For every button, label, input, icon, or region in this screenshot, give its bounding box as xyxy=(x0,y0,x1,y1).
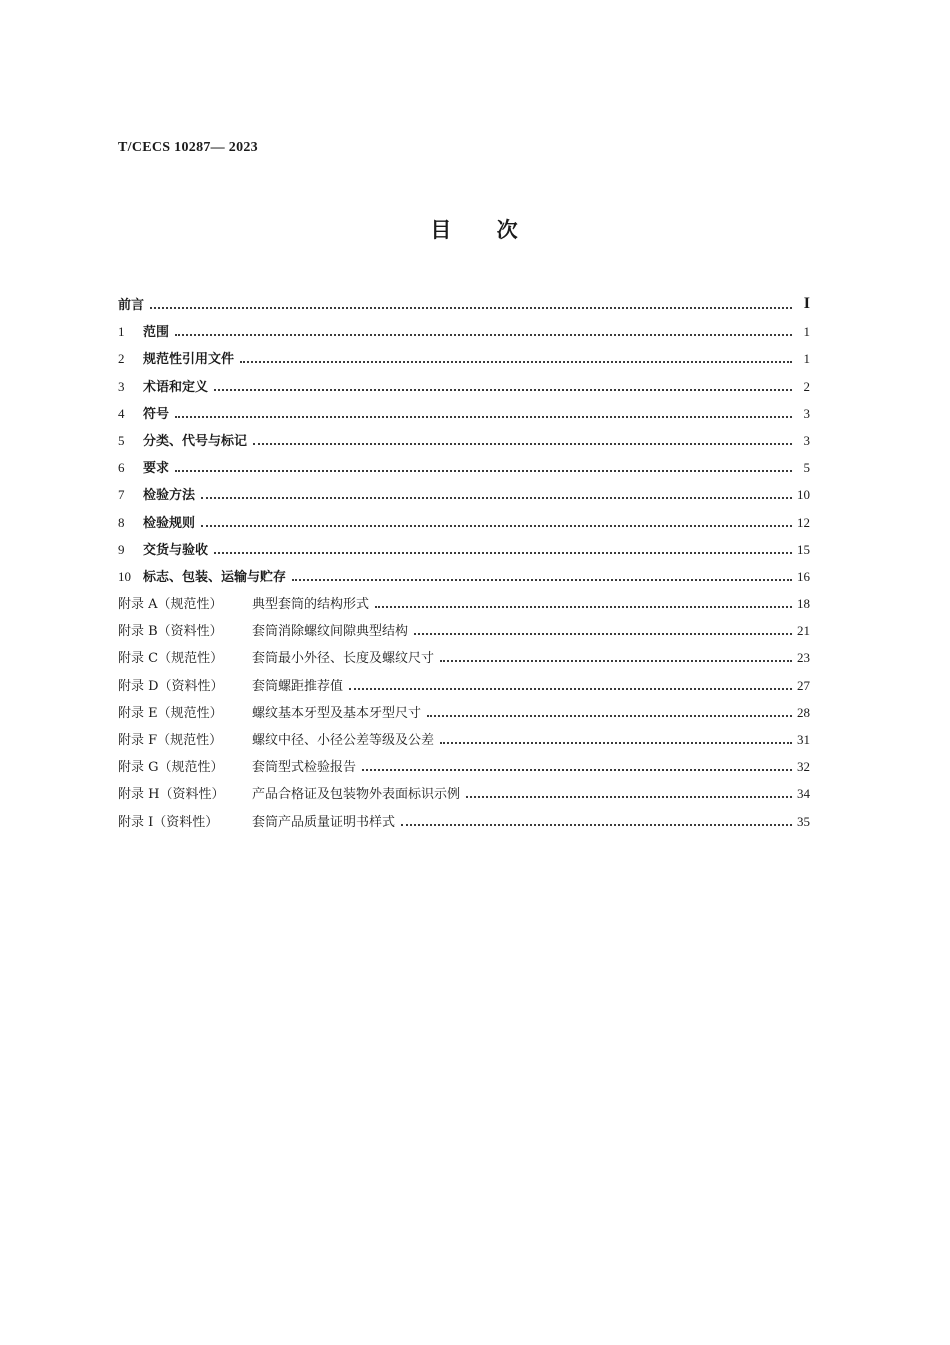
toc-entry-page: 2 xyxy=(803,378,810,394)
toc-entry-page: 23 xyxy=(797,650,810,666)
toc-appendix-entry[interactable] xyxy=(118,775,810,802)
toc-leader-dots xyxy=(440,742,792,744)
toc-entry-label: 螺纹基本牙型及基本牙型尺寸 xyxy=(252,705,422,721)
toc-leader-dots xyxy=(214,552,792,554)
toc-leader-dots xyxy=(427,715,792,717)
toc-entry-page: 1 xyxy=(803,351,810,367)
toc-entry-label: 典型套筒的结构形式 xyxy=(252,597,370,613)
toc-appendix-prefix: 附录 H（资料性） xyxy=(118,787,225,803)
toc-appendix-entry[interactable] xyxy=(118,666,810,693)
toc-entry-page: 21 xyxy=(797,623,810,639)
toc-appendix-prefix: 附录 A（规范性） xyxy=(118,597,223,613)
toc-entry-label: 规范性引用文件 xyxy=(143,352,235,368)
toc-entry-label: 套筒螺距推荐值 xyxy=(252,678,344,694)
toc-entry-page: 35 xyxy=(797,813,810,829)
toc-entry-page: 27 xyxy=(797,677,810,693)
toc-appendix-entry[interactable] xyxy=(118,802,810,829)
toc-entry-number: 5 xyxy=(118,432,125,448)
document-code: T/CECS 10287— 2023 xyxy=(118,140,258,155)
toc-entry-label: 要求 xyxy=(143,461,170,477)
toc-entry-number: 3 xyxy=(118,378,125,394)
toc-leader-dots xyxy=(240,361,792,363)
toc-entry[interactable] xyxy=(118,558,810,585)
toc-leader-dots xyxy=(201,525,792,527)
toc-entry-page: 3 xyxy=(803,432,810,448)
toc-appendix-entry[interactable] xyxy=(118,694,810,721)
toc-appendix-prefix: 附录 D（资料性） xyxy=(118,678,224,694)
toc-entry-label: 检验方法 xyxy=(143,488,196,504)
toc-entry[interactable] xyxy=(118,503,810,530)
toc-entry-number: 8 xyxy=(118,514,125,530)
toc-leader-dots xyxy=(362,769,792,771)
toc-entry-label: 标志、包装、运输与贮存 xyxy=(143,569,287,585)
toc-entry[interactable] xyxy=(118,340,810,367)
toc-entry-label: 前言 xyxy=(118,298,145,313)
toc-leader-dots xyxy=(175,470,792,472)
toc-appendix-entry[interactable] xyxy=(118,721,810,748)
toc-entry-page: 16 xyxy=(797,568,810,584)
toc-entry-label: 产品合格证及包装物外表面标识示例 xyxy=(252,787,461,803)
toc-entry[interactable] xyxy=(118,313,810,340)
toc-entry-label: 分类、代号与标记 xyxy=(143,433,248,449)
toc-entry-page: 5 xyxy=(803,460,810,476)
toc-entry-page: 31 xyxy=(797,732,810,747)
toc-leader-dots xyxy=(414,633,792,635)
toc-entry-page: 28 xyxy=(797,704,810,720)
toc-leader-dots xyxy=(440,660,792,662)
toc-appendix-prefix: 附录 C（规范性） xyxy=(118,651,224,667)
toc-entry-number: 6 xyxy=(118,460,125,476)
toc-entry-number: 4 xyxy=(118,405,125,421)
toc-entry-page: 1 xyxy=(803,324,810,340)
toc-entry-page: 18 xyxy=(797,596,810,612)
toc-appendix-entry[interactable] xyxy=(118,639,810,666)
toc-entry-page: I xyxy=(803,295,810,312)
toc-appendix-prefix: 附录 B（资料性） xyxy=(118,624,223,640)
toc-entry-label: 检验规则 xyxy=(143,515,196,531)
toc-leader-dots xyxy=(214,389,792,391)
toc-entry-label: 术语和定义 xyxy=(143,379,209,395)
toc-entry-page: 12 xyxy=(797,514,810,530)
toc-appendix-entry[interactable] xyxy=(118,612,810,639)
toc-leader-dots xyxy=(466,796,792,798)
toc-entry-page: 15 xyxy=(797,541,810,557)
toc-leader-dots xyxy=(201,497,792,499)
toc-entry-number: 1 xyxy=(118,324,125,340)
toc-entry[interactable] xyxy=(118,286,810,313)
toc-entry-label: 套筒型式检验报告 xyxy=(252,760,357,776)
toc-leader-dots xyxy=(175,334,792,336)
toc-leader-dots xyxy=(375,606,792,608)
toc-entry[interactable] xyxy=(118,395,810,422)
toc-entry-label: 套筒最小外径、长度及螺纹尺寸 xyxy=(252,651,435,667)
toc-leader-dots xyxy=(349,688,792,690)
toc-appendix-prefix: 附录 E（规范性） xyxy=(118,705,223,721)
toc-entry-label: 符号 xyxy=(143,406,170,422)
toc-appendix-entry[interactable] xyxy=(118,585,810,612)
toc-appendix-prefix: 附录 G（规范性） xyxy=(118,760,224,776)
toc-entry[interactable] xyxy=(118,422,810,449)
toc-leader-dots xyxy=(292,579,792,581)
toc-leader-dots xyxy=(175,416,792,418)
toc-leader-dots xyxy=(401,824,792,826)
toc-entry-number: 7 xyxy=(118,487,125,503)
toc-appendix-entry[interactable] xyxy=(118,748,810,775)
toc-entry-number: 9 xyxy=(118,541,125,557)
toc-entry-number: 2 xyxy=(118,351,125,367)
toc-entry-label: 范围 xyxy=(143,325,170,341)
toc-entry-number: 10 xyxy=(118,568,131,584)
toc-entry[interactable] xyxy=(118,449,810,476)
toc-leader-dots xyxy=(253,443,792,445)
toc-entry[interactable] xyxy=(118,367,810,394)
toc-entry-label: 套筒消除螺纹间隙典型结构 xyxy=(252,624,409,640)
toc-entry-page: 3 xyxy=(803,405,810,421)
table-of-contents xyxy=(118,286,810,830)
toc-entry[interactable] xyxy=(118,531,810,558)
toc-entry-label: 螺纹中径、小径公差等级及公差 xyxy=(252,733,435,748)
toc-entry-label: 套筒产品质量证明书样式 xyxy=(252,814,396,830)
toc-entry-page: 32 xyxy=(797,759,810,775)
page-title: 目 次 xyxy=(430,218,520,242)
toc-entry-page: 34 xyxy=(797,786,810,802)
toc-leader-dots xyxy=(150,307,792,309)
toc-entry[interactable] xyxy=(118,476,810,503)
toc-appendix-prefix: 附录 I（资料性） xyxy=(118,814,219,830)
toc-appendix-prefix: 附录 F（规范性） xyxy=(118,733,223,748)
toc-entry-label: 交货与验收 xyxy=(143,542,209,558)
toc-entry-page: 10 xyxy=(797,487,810,503)
